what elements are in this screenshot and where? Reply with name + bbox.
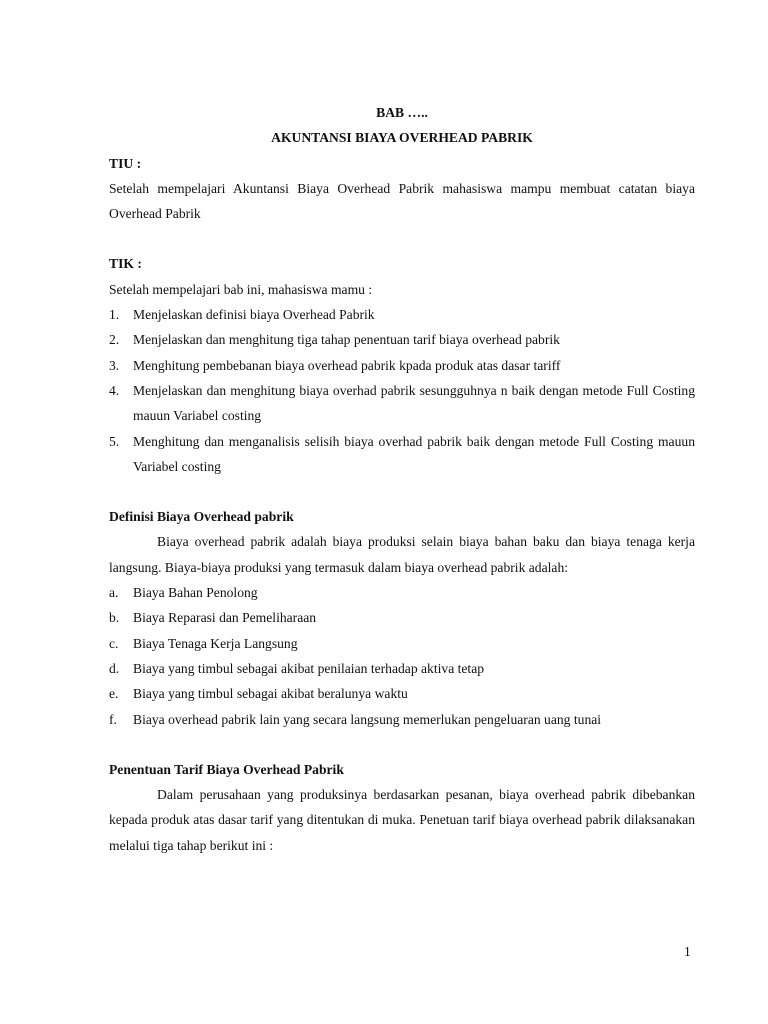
tik-intro: Setelah mempelajari bab ini, mahasiswa mamu :	[109, 281, 373, 297]
spacer	[109, 732, 695, 757]
chapter-label: BAB …..	[376, 105, 428, 120]
list-item-text: Menjelaskan dan menghitung tiga tahap penentuan tarif biaya overhead pabrik	[133, 332, 560, 348]
tiu-heading: TIU :	[109, 155, 142, 171]
penentuan-paragraph: Dalam perusahaan yang produksinya berdasarkan pesanan, biaya overhead pabrik dibebankan kepada produk atas dasar tarif yang ditentukan di muka. Penetuan tarif biaya overhead pabrik dilaksanakan melalui tiga tahap berikut ini :	[109, 787, 695, 853]
list-item	[109, 681, 695, 706]
list-item	[109, 429, 695, 480]
list-item-text: Menjelaskan definisi biaya Overhead Pabrik	[133, 307, 375, 323]
list-item-text: Menghitung pembebanan biaya overhead pabrik kpada produk atas dasar tariff	[133, 357, 561, 373]
penentuan-heading: Penentuan Tarif Biaya Overhead Pabrik	[109, 761, 344, 777]
list-item-letter: e.	[109, 686, 119, 702]
list-item	[109, 656, 695, 681]
list-item-number: 5.	[109, 433, 120, 449]
list-item-text: Biaya Reparasi dan Pemeliharaan	[133, 610, 317, 626]
tiu-text: Setelah mempelajari Akuntansi Biaya Overhead Pabrik mahasiswa mampu membuat catatan biaya Overhead Pabrik	[109, 180, 695, 222]
list-item	[109, 302, 695, 327]
list-item	[109, 605, 695, 630]
chapter-title: AKUNTANSI BIAYA OVERHEAD PABRIK	[271, 130, 533, 146]
list-item-letter: b.	[109, 610, 120, 626]
list-item-number: 1.	[109, 307, 120, 323]
list-item	[109, 378, 695, 429]
list-item-text: Biaya Tenaga Kerja Langsung	[133, 635, 298, 651]
list-item	[109, 707, 695, 732]
list-item-letter: d.	[109, 660, 120, 676]
spacer	[109, 479, 695, 504]
list-item-letter: c.	[109, 635, 119, 651]
list-item	[109, 327, 695, 352]
definisi-paragraph: Biaya overhead pabrik adalah biaya produksi selain biaya bahan baku dan biaya tenaga kerja langsung. Biaya-biaya produksi yang termasuk dalam biaya overhead pabrik adalah:	[109, 534, 695, 575]
list-item-letter: f.	[109, 711, 117, 727]
list-item-text: Biaya Bahan Penolong	[133, 585, 258, 601]
document-body	[109, 100, 695, 858]
list-item	[109, 631, 695, 656]
definisi-list	[109, 580, 695, 732]
list-item-text: Menghitung dan menganalisis selisih biaya overhad pabrik baik dengan metode Full Costing mauun Variabel costing	[133, 433, 695, 474]
list-item-letter: a.	[109, 585, 119, 601]
definisi-heading: Definisi Biaya Overhead pabrik	[109, 509, 294, 525]
page-number: 1	[684, 944, 691, 959]
list-item-text: Biaya yang timbul sebagai akibat penilaian terhadap aktiva tetap	[133, 660, 485, 676]
list-item-number: 4.	[109, 382, 120, 398]
list-item	[109, 580, 695, 605]
list-item-number: 3.	[109, 357, 120, 373]
list-item	[109, 353, 695, 378]
list-item-text: Biaya yang timbul sebagai akibat beralunya waktu	[133, 686, 408, 702]
tik-heading: TIK :	[109, 256, 142, 272]
list-item-number: 2.	[109, 332, 120, 348]
spacer	[109, 226, 695, 251]
tik-list	[109, 302, 695, 479]
list-item-text: Biaya overhead pabrik lain yang secara langsung memerlukan pengeluaran uang tunai	[133, 711, 602, 727]
list-item-text: Menjelaskan dan menghitung biaya overhad pabrik sesungguhnya n baik dengan metode Full Costing mauun Variabel costing	[133, 382, 695, 424]
